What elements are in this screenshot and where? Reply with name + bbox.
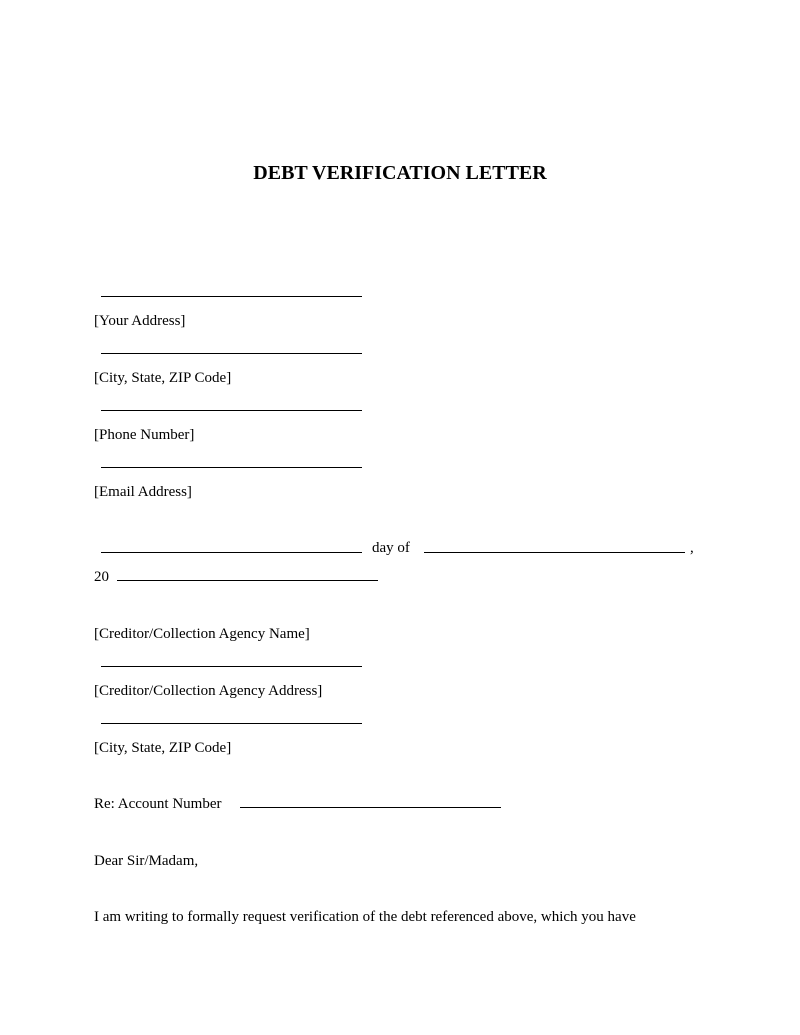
recipient-name-line[interactable] <box>101 666 362 667</box>
recipient-address-line[interactable] <box>101 723 362 724</box>
sender-city-label: [City, State, ZIP Code] <box>94 370 232 386</box>
salutation: Dear Sir/Madam, <box>94 853 199 869</box>
date-day-line[interactable] <box>101 552 362 553</box>
body-paragraph: I am writing to formally request verification of the debt referenced above, which you have <box>94 909 636 925</box>
date-comma: , <box>690 540 694 556</box>
sender-email-label: [Email Address] <box>94 484 192 500</box>
account-number-line[interactable] <box>240 807 501 808</box>
date-day-of-text: day of <box>372 540 410 556</box>
sender-city-line[interactable] <box>101 410 362 411</box>
sender-address-line[interactable] <box>101 353 362 354</box>
date-year-line[interactable] <box>117 580 378 581</box>
sender-phone-label: [Phone Number] <box>94 427 195 443</box>
date-year-prefix: 20 <box>94 569 109 585</box>
sender-name-line[interactable] <box>101 296 362 297</box>
date-month-line[interactable] <box>424 552 685 553</box>
recipient-name-label: [Creditor/Collection Agency Name] <box>94 626 310 642</box>
recipient-city-label: [City, State, ZIP Code] <box>94 740 232 756</box>
recipient-address-label: [Creditor/Collection Agency Address] <box>94 683 323 699</box>
page-title: DEBT VERIFICATION LETTER <box>253 162 547 184</box>
account-number-label: Re: Account Number <box>94 796 222 812</box>
sender-address-label: [Your Address] <box>94 313 186 329</box>
sender-phone-line[interactable] <box>101 467 362 468</box>
